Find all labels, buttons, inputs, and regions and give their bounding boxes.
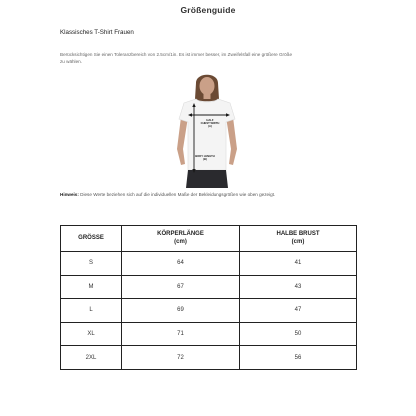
- tolerance-note-line-2: zu wählen.: [60, 59, 82, 65]
- body-length-cell: 72: [122, 346, 240, 370]
- half-chest-cell: 56: [240, 346, 357, 370]
- tolerance-note-line-1: Berücksichtigen Sie einen Toleranzbereich von 2.5cm/1in. Es ist immer besser, im Zweifelsfall eine größere Größe: [60, 52, 292, 57]
- chest-label-1: HALF: [206, 119, 214, 122]
- body-length-cell: 69: [122, 299, 240, 323]
- half-chest-cell: 41: [240, 252, 357, 276]
- half-chest-cell: 50: [240, 322, 357, 346]
- header-body-length-label: KÖRPERLÄNGE: [157, 231, 204, 237]
- face-shape: [200, 77, 215, 95]
- half-chest-cell: 43: [240, 275, 357, 299]
- header-body-length: [122, 226, 240, 252]
- header-half-chest: [240, 226, 357, 252]
- model-figure: [160, 69, 254, 188]
- header-half-chest-label: HALBE BRUST: [276, 231, 320, 237]
- tolerance-note: [60, 51, 360, 65]
- half-chest-cell: 47: [240, 299, 357, 323]
- length-label-1: BODY LENGTH: [195, 155, 215, 158]
- size-cell: S: [61, 252, 122, 276]
- product-subtitle: Klassisches T-Shirt Frauen: [60, 29, 134, 36]
- page-title: Größenguide: [180, 5, 236, 15]
- header-body-length-unit: (cm): [174, 238, 187, 245]
- table-row: [61, 275, 357, 299]
- size-cell: XL: [61, 322, 122, 346]
- header-size-label: GRÖSSE: [78, 234, 104, 241]
- table-row: [61, 252, 357, 276]
- model-illustration: [160, 69, 254, 188]
- chest-label-2: CHEST WIDTH: [200, 122, 220, 125]
- table-row: [61, 322, 357, 346]
- hint-text: Diese Werte beziehen sich auf die individuellen Maße der Bekleidungsgrößen wie oben gezeigt.: [78, 192, 276, 197]
- size-cell: 2XL: [61, 346, 122, 370]
- size-cell: M: [61, 275, 122, 299]
- body-length-cell: 64: [122, 252, 240, 276]
- body-length-cell: 71: [122, 322, 240, 346]
- hint-label: Hinweis:: [60, 192, 79, 197]
- pants-shape: [186, 170, 228, 188]
- table-row: [61, 299, 357, 323]
- header-half-chest-unit: (cm): [291, 238, 305, 245]
- chest-label-3: (A): [208, 125, 212, 128]
- size-table: [60, 225, 357, 370]
- table-header-row: [61, 226, 357, 252]
- table-row: [61, 346, 357, 370]
- hint-note: [60, 192, 275, 197]
- size-cell: L: [61, 299, 122, 323]
- body-length-cell: 67: [122, 275, 240, 299]
- header-size: [61, 226, 122, 252]
- length-label-2: (B): [203, 158, 207, 161]
